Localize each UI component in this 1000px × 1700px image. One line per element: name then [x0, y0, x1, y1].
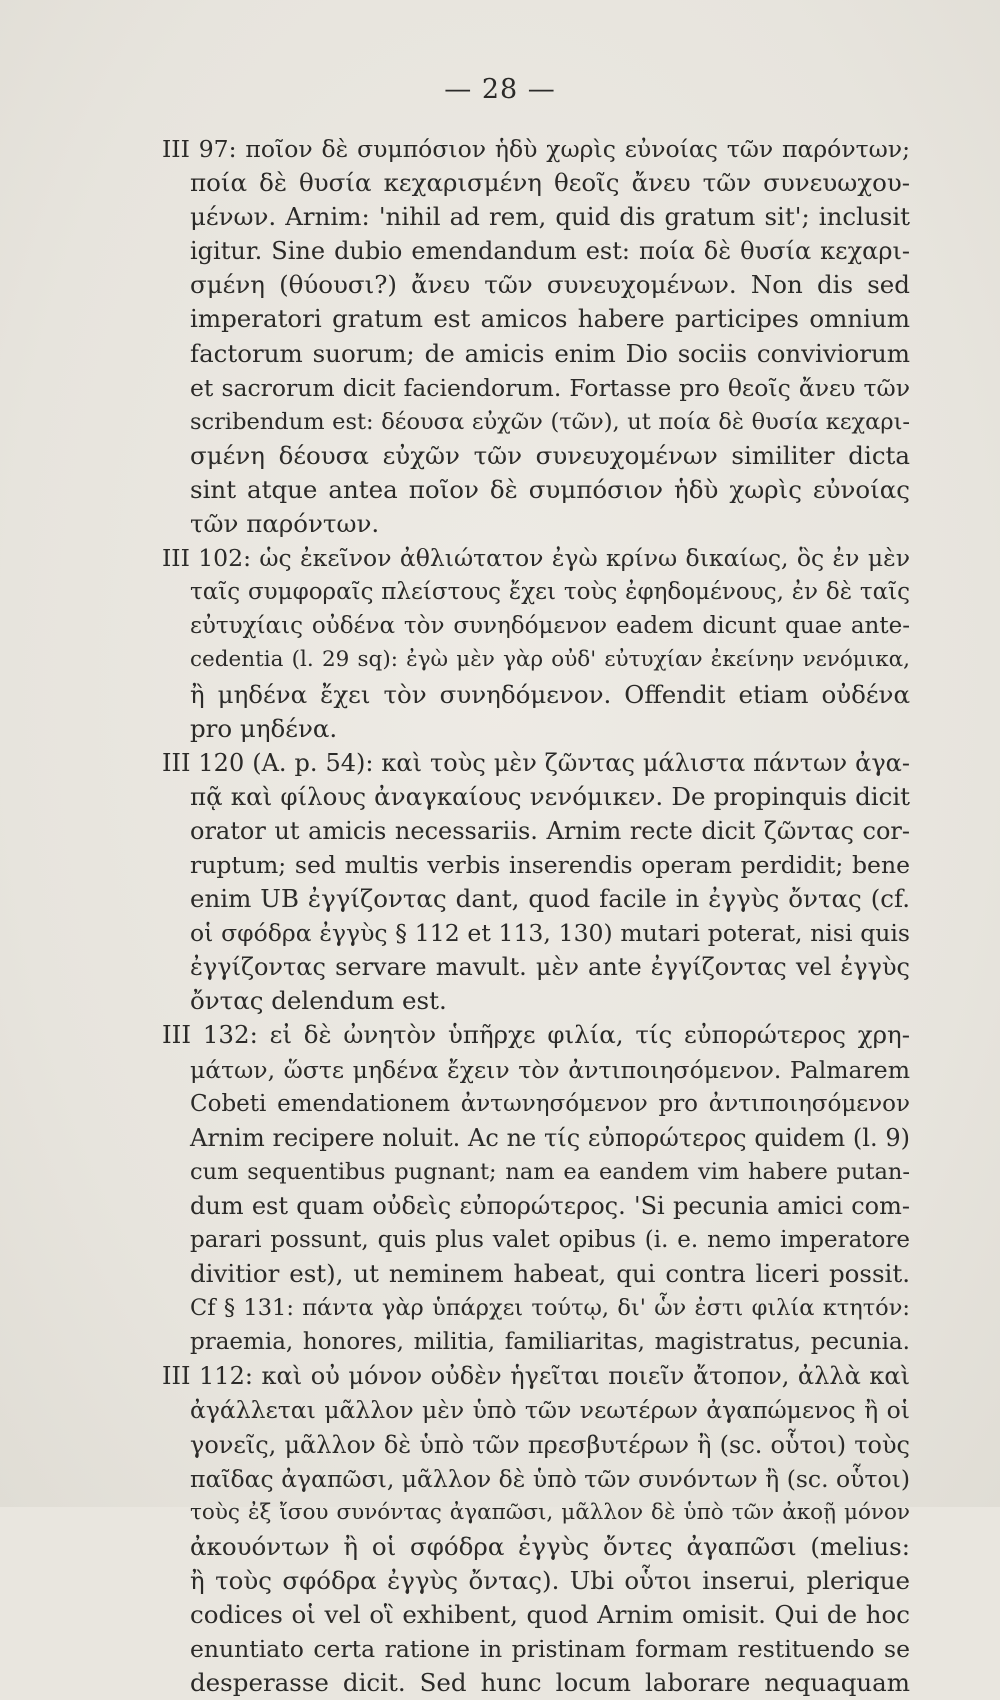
text-line: τῶν παρόντων. [190, 509, 380, 539]
text-line: μένων. Arnim: 'nihil ad rem, quid dis gratum sit'; inclusit [190, 202, 910, 232]
text-line: parari possunt, quis plus valet opibus (i. e. nemo imperatore [190, 1227, 910, 1253]
text-line: pro μηδένα. [190, 713, 338, 743]
text-line: εὐτυχίαις οὐδένα τὸν συνηδόμενον eadem dicunt quae ante- [190, 613, 910, 640]
text-line: τοὺς ἐξ ἴσου συνόντας ἀγαπῶσι, μᾶλλον δὲ ὑπὸ τῶν ἀκοῇ μόνον [190, 1499, 910, 1525]
text-line: οἱ σφόδρα ἐγγὺς § 112 et 113, 130) mutari poterat, nisi quis [190, 919, 910, 948]
text-line: sint atque antea ποῖον δὲ συμπόσιον ἡδὺ χωρὶς εὐνοίας [190, 474, 910, 504]
text-line: ἐγγίζοντας servare mavult. μὲν ante ἐγγίζοντας vel ἐγγὺς [190, 953, 910, 982]
text-line: scribendum est: δέουσα εὐχῶν (τῶν), ut ποία δὲ θυσία κεχαρι- [190, 408, 910, 435]
text-line: III 97: ποῖον δὲ συμπόσιον ἡδὺ χωρὶς εὐνοίας τῶν παρόντων; [162, 135, 910, 163]
text-line: III 120 (A. p. 54): καὶ τοὺς μὲν ζῶντας μάλιστα πάντων ἀγα- [162, 748, 910, 777]
text-line: cedentia (l. 29 sq): ἐγὼ μὲν γὰρ οὐδ' εὐτυχίαν ἐκείνην νενόμικα, [190, 647, 910, 673]
text-line: μάτων, ὥστε μηδένα ἔχειν τὸν ἀντιποιησόμενον. Palmarem [190, 1055, 910, 1084]
text-line: cum sequentibus pugnant; nam ea eandem vim habere putan- [190, 1158, 910, 1185]
body-text [162, 132, 910, 1700]
text-line: orator ut amicis necessariis. Arnim recte dicit ζῶντας cor- [190, 816, 910, 845]
text-line: ποία δὲ θυσία κεχαρισμένη θεοῖς ἄνευ τῶν συνευωχου- [190, 168, 910, 198]
text-line: ἢ τοὺς σφόδρα ἐγγὺς ὄντας). Ubi οὗτοι inserui, plerique [190, 1565, 910, 1595]
text-line: σμένη (θύουσι?) ἄνευ τῶν συνευχομένων. Non dis sed [190, 270, 910, 300]
text-line: σμένη δέουσα εὐχῶν τῶν συνευχομένων similiter dicta [190, 440, 910, 470]
text-line: πᾷ καὶ φίλους ἀναγκαίους νενόμικεν. De propinquis dicit [190, 781, 910, 811]
page-number: — 28 — [444, 74, 556, 105]
text-line: ἢ μηδένα ἔχει τὸν συνηδόμενον. Offendit etiam οὐδένα [190, 679, 910, 709]
text-line: παῖδας ἀγαπῶσι, μᾶλλον δὲ ὑπὸ τῶν συνόντων ἢ (sc. οὗτοι) [190, 1464, 910, 1493]
text-line: dum est quam οὐδεὶς εὐπορώτερος. 'Si pecunia amici com- [190, 1191, 910, 1220]
text-line: γονεῖς, μᾶλλον δὲ ὑπὸ τῶν πρεσβυτέρων ἢ (sc. οὗτοι) τοὺς [190, 1430, 910, 1459]
text-line: enuntiato certa ratione in pristinam formam restituendo se [190, 1635, 910, 1664]
text-line: et sacrorum dicit faciendorum. Fortasse pro θεοῖς ἄνευ τῶν [190, 373, 910, 402]
text-line: Cobeti emendationem ἀντωνησόμενον pro ἀντιποιησόμενον [190, 1090, 910, 1117]
text-line: igitur. Sine dubio emendandum est: ποία δὲ θυσία κεχαρι- [190, 237, 910, 266]
text-line: divitior est), ut neminem habeat, qui contra liceri possit. [190, 1259, 910, 1289]
text-line: factorum suorum; de amicis enim Dio sociis conviviorum [190, 338, 910, 368]
text-line: ταῖς συμφοραῖς πλείστους ἔχει τοὺς ἐφηδομένους, ἐν δὲ ταῖς [190, 579, 910, 606]
text-line: imperatori gratum est amicos habere participes omnium [190, 304, 910, 334]
text-line: desperasse dicit. Sed hunc locum laborare nequaquam [190, 1668, 910, 1698]
text-line: III 132: εἰ δὲ ὠνητὸν ὑπῆρχε φιλία, τίς εὐπορώτερος χρη- [162, 1020, 910, 1050]
text-line: ἀκουόντων ἢ οἱ σφόδρα ἐγγὺς ὄντες ἀγαπῶσι (melius: [190, 1531, 910, 1561]
text-line: Arnim recipere noluit. Ac ne τίς εὐπορώτερος quidem (l. 9) [190, 1123, 910, 1152]
text-line: praemia, honores, militia, familiaritas, magistratus, pecunia. [190, 1329, 910, 1356]
text-line: III 112: καὶ οὐ μόνον οὐδὲν ἡγεῖται ποιεῖν ἄτοπον, ἀλλὰ καὶ [162, 1362, 910, 1391]
text-line: enim UB ἐγγίζοντας dant, quod facile in ἐγγὺς ὄντας (cf. [190, 884, 910, 914]
text-line: ἀγάλλεται μᾶλλον μὲν ὑπὸ τῶν νεωτέρων ἀγαπώμενος ἢ οἱ [190, 1396, 910, 1425]
text-line: Cf § 131: πάντα γὰρ ὑπάρχει τούτῳ, δι' ὧν ἐστι φιλία κτητόν: [190, 1295, 910, 1322]
text-line: III 102: ὡς ἐκεῖνον ἀθλιώτατον ἐγὼ κρίνω δικαίως, ὃς ἐν μὲν [162, 544, 910, 573]
text-line: ruptum; sed multis verbis inserendis operam perdidit; bene [190, 850, 910, 879]
text-line: codices οἱ vel οἳ exhibent, quod Arnim omisit. Qui de hoc [190, 1600, 910, 1630]
text-line: ὄντας delendum est. [190, 986, 447, 1016]
